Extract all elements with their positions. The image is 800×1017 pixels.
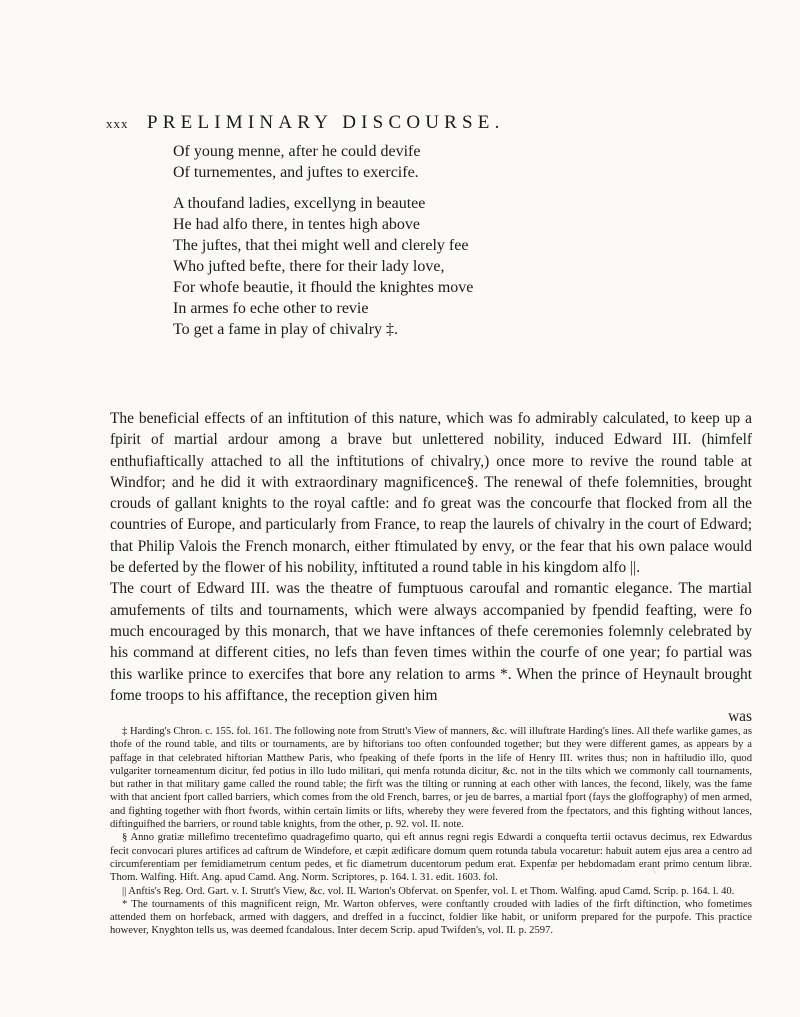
verse-line: Of turnementes, and juftes to exercife. [173, 164, 419, 181]
verse-line: In armes fo eche other to revie [173, 300, 369, 317]
footnote: * The tournaments of this magnificent reign, Mr. Warton obferves, were conftantly crouded with ladies of the firft diftinction, who fometimes attended them on horfeback, armed with daggers, and dreffed in a fuccinct, foldier like habit, or uniform prepared for the purpofe. This practice however, Knyghton tells us, was deemed fcandalous. Inter decem Scrip. apud Twifden's, vol. II. p. 2597. [110, 898, 752, 937]
page-number: xxx [106, 116, 129, 131]
footnote: ‡ Harding's Chron. c. 155. fol. 161. The following note from Strutt's View of manners, &c. will illuftrate Harding's lines. All thefe warlike games, as thofe of the round table, and tilts or tournaments, are by hiftorians too often confounded together; but they were different games, as appears by a paffage in that celebrated hiftorian Matthew Paris, who fpeaking of thefe fports in the life of Henry III. writes thus; non in haftiludio illo, quod vulgariter torneamentum dicitur, fed potius in illo ludo militari, qui menfa rotunda dicitur, &c. not in the tilts which we commonly call tournaments, but rather in that military game called the round table; the firft was the tilting or running at each other with lances, the fecond, likely, was the fame with that ancient fport called barriers, which comes from the old French, barres, or jeu de barres, a martial fport (fays the gloffography) of men armed, and fighting together with fhort fwords, within certain limits or lifts, whereby they were fevered from the fpectators, and this fighting without lances, diftinguifhed the barriers, or round table knights, from the other, p. 92. vol. II. note. [110, 726, 752, 831]
page-header [0, 112, 800, 134]
verse-line: Of young menne, after he could devife [173, 143, 421, 160]
verse-line: A thoufand ladies, excellyng in beautee [173, 195, 426, 212]
verse-line: To get a fame in play of chivalry ‡. [173, 321, 399, 338]
running-title: PRELIMINARY DISCOURSE. [147, 112, 505, 133]
catchword: was [728, 708, 752, 726]
footnote: § Anno gratiæ millefimo trecentefimo quadragefimo quarto, qui eft annus regni regis Edwardi a conquefta tertii octavus decimus, rex Edwardus fecit convocari plures artifices ad caftrum de Windefore, et cæpit ædificare domum quem rotunda tabula vocaretur: habuit autem ejus area a centro ad circumferentiam per femidiametrum centum pedes, et fic diametrum ducentorum pedum erat. Expenfæ per hebdomadam erant primo centum libræ. Thom. Walfing. Hift. Ang. apud Camd. Ang. Norm. Scriptores, p. 164. l. 31. edit. 1603. fol. [110, 832, 752, 884]
main-text [110, 408, 752, 727]
verse-stanza-1 [173, 141, 420, 183]
verse-line: The juftes, that thei might well and clerely fee [173, 237, 469, 254]
verse-stanza-2 [173, 193, 473, 340]
verse-line: For whofe beautie, it fhould the knightes move [173, 279, 474, 296]
body-paragraph: The court of Edward III. was the theatre of fumptuous caroufal and romantic elegance. The martial amufements of tilts and tournaments, which were always accompanied by fpendid feafting, were fo much encouraged by this monarch, that we have inftances of thefe ceremonies folemnly celebrated by his command at different cities, no lefs than feven times within the courfe of one year; fo partial was this warlike prince to exercifes that bore any relation to arms *. When the prince of Heynault brought fome troops to his affiftance, the reception given him [110, 580, 752, 704]
footnote: || Anftis's Reg. Ord. Gart. v. I. Strutt's View, &c. vol. II. Warton's Obfervat. on Spenfer, vol. I. et Thom. Walfing. apud Camd. Scrip. p. 164. l. 40. [122, 885, 735, 897]
verse-line: Who jufted befte, there for their lady love, [173, 258, 445, 275]
verse-line: He had alfo there, in tentes high above [173, 216, 421, 233]
footnotes [110, 725, 752, 938]
body-paragraph: The beneficial effects of an inftitution of this nature, which was fo admirably calculated, to keep up a fpirit of martial ardour among a brave but unlettered nobility, induced Edward III. (himfelf enthufiaftically attached to all the inftitutions of chivalry,) once more to revive the round table at Windfor; and he did it with extraordinary magnificence§. The renewal of thefe folemnities, brought crouds of gallant knights to the royal caftle: and fo great was the concourfe that flocked from all the countries of Europe, and particularly from France, to reap the laurels of chivalry in the court of Edward; that Philip Valois the French monarch, either ftimulated by envy, or the fear that his own palace would be deferted by the flower of his nobility, inftituted a round table in his kingdom alfo ||. [110, 410, 752, 577]
